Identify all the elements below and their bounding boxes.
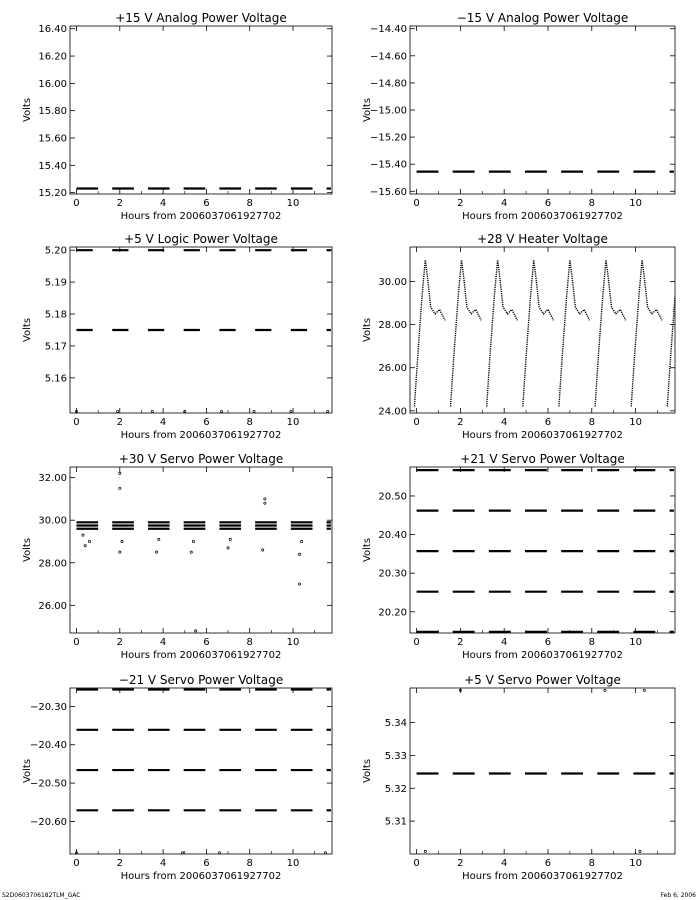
x-tick-label: 6 xyxy=(544,417,552,428)
y-tick-label: −20.40 xyxy=(29,740,67,752)
data-point xyxy=(301,540,303,542)
data-point xyxy=(119,487,121,489)
x-tick-label: 0 xyxy=(413,637,420,648)
data-series xyxy=(417,689,674,852)
x-axis-label: Hours from 2006037061927702 xyxy=(462,211,623,222)
x-tick-label: 6 xyxy=(203,637,210,648)
chart-title: +15 V Analog Power Voltage xyxy=(115,11,287,25)
x-tick-label: 8 xyxy=(588,637,595,648)
x-axis-label: Hours from 2006037061927702 xyxy=(120,871,282,882)
x-tick-label: 8 xyxy=(246,417,253,428)
y-axis-label: Volts xyxy=(22,317,33,343)
x-tick-label: 10 xyxy=(629,858,642,869)
data-point xyxy=(181,852,183,854)
plot-frame xyxy=(410,467,675,633)
x-axis-label: Hours from 2006037061927702 xyxy=(462,650,623,661)
x-tick-label: 8 xyxy=(588,198,595,209)
data-point xyxy=(324,852,326,854)
chart-panel-4 xyxy=(362,232,675,441)
x-tick-label: 0 xyxy=(73,198,80,209)
x-axis-label: Hours from 2006037061927702 xyxy=(462,430,623,441)
y-tick-label: 26.00 xyxy=(38,600,67,612)
chart-panel-5 xyxy=(22,452,332,661)
x-tick-label: 8 xyxy=(588,858,595,869)
x-tick-label: 6 xyxy=(203,417,210,428)
plot-frame xyxy=(70,26,332,194)
data-cycle xyxy=(595,260,626,407)
x-tick-label: 0 xyxy=(73,858,80,869)
x-tick-label: 10 xyxy=(286,637,300,648)
plot-frame xyxy=(410,26,675,194)
x-tick-label: 0 xyxy=(73,417,80,428)
data-point xyxy=(218,852,220,854)
data-point xyxy=(119,551,121,553)
y-tick-label: 20.40 xyxy=(378,530,407,542)
x-tick-label: 6 xyxy=(203,858,210,869)
footer-date: Feb 6, 2006 xyxy=(660,892,696,899)
chart-title: +30 V Servo Power Voltage xyxy=(118,452,284,466)
data-point xyxy=(264,498,266,500)
y-tick-label: 5.20 xyxy=(44,245,67,257)
y-tick-label: 30.00 xyxy=(378,276,407,288)
x-tick-label: 2 xyxy=(457,198,464,209)
x-tick-label: 6 xyxy=(544,198,552,209)
data-point xyxy=(190,551,192,553)
data-point xyxy=(156,551,158,553)
x-tick-label: 10 xyxy=(629,417,642,428)
y-tick-label: −14.40 xyxy=(369,24,407,36)
chart-panel-1 xyxy=(22,11,332,222)
y-tick-label: 16.40 xyxy=(38,24,67,36)
data-point xyxy=(151,410,153,412)
x-tick-label: 4 xyxy=(159,637,167,648)
x-tick-label: 2 xyxy=(457,637,464,648)
x-tick-label: 4 xyxy=(500,417,508,428)
x-tick-label: 4 xyxy=(159,198,167,209)
data-series xyxy=(76,472,330,632)
chart-title: −15 V Analog Power Voltage xyxy=(456,11,629,25)
data-point xyxy=(327,410,329,412)
y-axis-label: Volts xyxy=(22,537,33,563)
x-tick-label: 2 xyxy=(116,198,123,209)
y-tick-label: −14.60 xyxy=(369,51,407,63)
x-tick-label: 4 xyxy=(500,637,508,648)
chart-title: −21 V Servo Power Voltage xyxy=(118,673,284,687)
data-cycle xyxy=(523,260,554,407)
y-tick-label: −14.80 xyxy=(369,78,407,90)
data-point xyxy=(227,547,229,549)
x-tick-label: 0 xyxy=(413,198,420,209)
data-series xyxy=(414,260,675,407)
data-point xyxy=(84,545,86,547)
x-tick-label: 4 xyxy=(159,858,167,869)
data-cycle xyxy=(559,260,590,407)
y-tick-label: 5.32 xyxy=(384,783,407,795)
data-point xyxy=(158,538,160,540)
y-axis-label: Volts xyxy=(22,758,33,784)
y-tick-label: 15.40 xyxy=(38,160,67,172)
x-tick-label: 8 xyxy=(588,417,595,428)
x-tick-label: 2 xyxy=(116,637,123,648)
y-tick-label: −15.00 xyxy=(369,105,407,117)
y-tick-label: 15.80 xyxy=(38,106,67,118)
y-tick-label: 5.34 xyxy=(384,718,407,730)
chart-panel-2 xyxy=(362,11,675,222)
y-tick-label: 20.50 xyxy=(378,491,407,503)
data-point xyxy=(192,540,194,542)
chart-panel-6 xyxy=(362,452,675,661)
data-point xyxy=(298,553,300,555)
x-tick-label: 6 xyxy=(544,858,552,869)
x-tick-label: 8 xyxy=(246,637,253,648)
x-tick-label: 10 xyxy=(629,198,642,209)
x-tick-label: 6 xyxy=(544,637,552,648)
x-tick-label: 6 xyxy=(203,198,210,209)
x-tick-label: 4 xyxy=(500,198,508,209)
y-tick-label: 15.60 xyxy=(38,133,67,145)
y-tick-label: −20.60 xyxy=(29,816,67,828)
y-tick-label: −20.50 xyxy=(29,778,67,790)
y-tick-label: 16.20 xyxy=(38,51,67,63)
x-axis-label: Hours from 2006037061927702 xyxy=(462,871,623,882)
x-tick-label: 2 xyxy=(457,858,464,869)
data-point xyxy=(253,410,255,412)
data-point xyxy=(121,540,123,542)
y-tick-label: 5.16 xyxy=(44,373,67,385)
data-point xyxy=(262,549,264,551)
chart-panel-3 xyxy=(22,232,332,441)
data-point xyxy=(117,410,119,412)
x-tick-label: 0 xyxy=(413,858,420,869)
chart-title: +21 V Servo Power Voltage xyxy=(460,452,625,466)
x-tick-label: 4 xyxy=(500,858,508,869)
x-tick-label: 0 xyxy=(413,417,420,428)
y-tick-label: −20.30 xyxy=(29,701,67,713)
data-point xyxy=(298,583,300,585)
y-tick-label: −15.20 xyxy=(369,132,407,144)
data-series xyxy=(75,690,331,854)
x-tick-label: 0 xyxy=(73,637,80,648)
plot-frame xyxy=(70,467,332,633)
chart-panel-7 xyxy=(22,673,332,882)
chart-panel-8 xyxy=(362,673,675,882)
data-point xyxy=(604,689,606,691)
x-tick-label: 10 xyxy=(286,417,300,428)
x-axis-label: Hours from 2006037061927702 xyxy=(120,650,282,661)
data-point xyxy=(88,540,90,542)
data-cycle xyxy=(667,297,675,407)
data-point xyxy=(220,410,222,412)
plot-frame xyxy=(410,688,675,854)
y-tick-label: 28.00 xyxy=(378,320,407,332)
plot-frame xyxy=(410,247,675,413)
y-axis-label: Volts xyxy=(362,537,373,563)
x-tick-label: 10 xyxy=(629,637,642,648)
x-tick-label: 8 xyxy=(246,198,253,209)
y-tick-label: 15.20 xyxy=(38,188,67,200)
data-series xyxy=(75,250,331,412)
x-axis-label: Hours from 2006037061927702 xyxy=(120,211,282,222)
x-tick-label: 2 xyxy=(457,417,464,428)
y-tick-label: 28.00 xyxy=(38,558,67,570)
footer-file-label: S2D0603706182TLM_GAC xyxy=(2,892,81,899)
x-axis-label: Hours from 2006037061927702 xyxy=(120,430,282,441)
y-tick-label: −15.60 xyxy=(369,186,407,198)
x-tick-label: 2 xyxy=(116,417,123,428)
chart-title: +5 V Logic Power Voltage xyxy=(124,232,278,246)
data-point xyxy=(82,534,84,536)
data-cycle xyxy=(414,260,445,407)
y-tick-label: 5.19 xyxy=(44,277,67,289)
data-cycle xyxy=(487,260,518,407)
y-tick-label: 20.30 xyxy=(378,568,407,580)
y-tick-label: 16.00 xyxy=(38,78,67,90)
y-tick-label: 5.17 xyxy=(44,341,67,353)
data-point xyxy=(264,502,266,504)
x-tick-label: 2 xyxy=(116,858,123,869)
data-point xyxy=(424,850,426,852)
data-series xyxy=(417,470,674,632)
chart-title: +5 V Servo Power Voltage xyxy=(464,673,621,687)
y-tick-label: 30.00 xyxy=(38,515,67,527)
y-tick-label: 5.18 xyxy=(44,309,67,321)
data-point xyxy=(643,689,645,691)
x-tick-label: 10 xyxy=(286,858,300,869)
y-tick-label: 5.31 xyxy=(384,816,407,828)
data-point xyxy=(229,538,231,540)
y-tick-label: 20.20 xyxy=(378,607,407,619)
y-tick-label: 5.33 xyxy=(384,750,407,762)
data-point xyxy=(290,410,292,412)
y-tick-label: 24.00 xyxy=(378,406,407,418)
x-tick-label: 8 xyxy=(246,858,253,869)
y-axis-label: Volts xyxy=(362,317,373,343)
data-point xyxy=(194,630,196,632)
y-axis-label: Volts xyxy=(362,97,373,123)
y-tick-label: 32.00 xyxy=(38,473,67,485)
data-cycle xyxy=(631,260,662,407)
x-tick-label: 10 xyxy=(286,198,300,209)
y-axis-label: Volts xyxy=(362,758,373,784)
data-point xyxy=(639,850,641,852)
y-axis-label: Volts xyxy=(22,97,33,123)
data-cycle xyxy=(451,260,482,407)
chart-title: +28 V Heater Voltage xyxy=(477,232,608,246)
data-point xyxy=(119,472,121,474)
x-tick-label: 4 xyxy=(159,417,167,428)
y-tick-label: −15.40 xyxy=(369,159,407,171)
y-tick-label: 26.00 xyxy=(378,363,407,375)
